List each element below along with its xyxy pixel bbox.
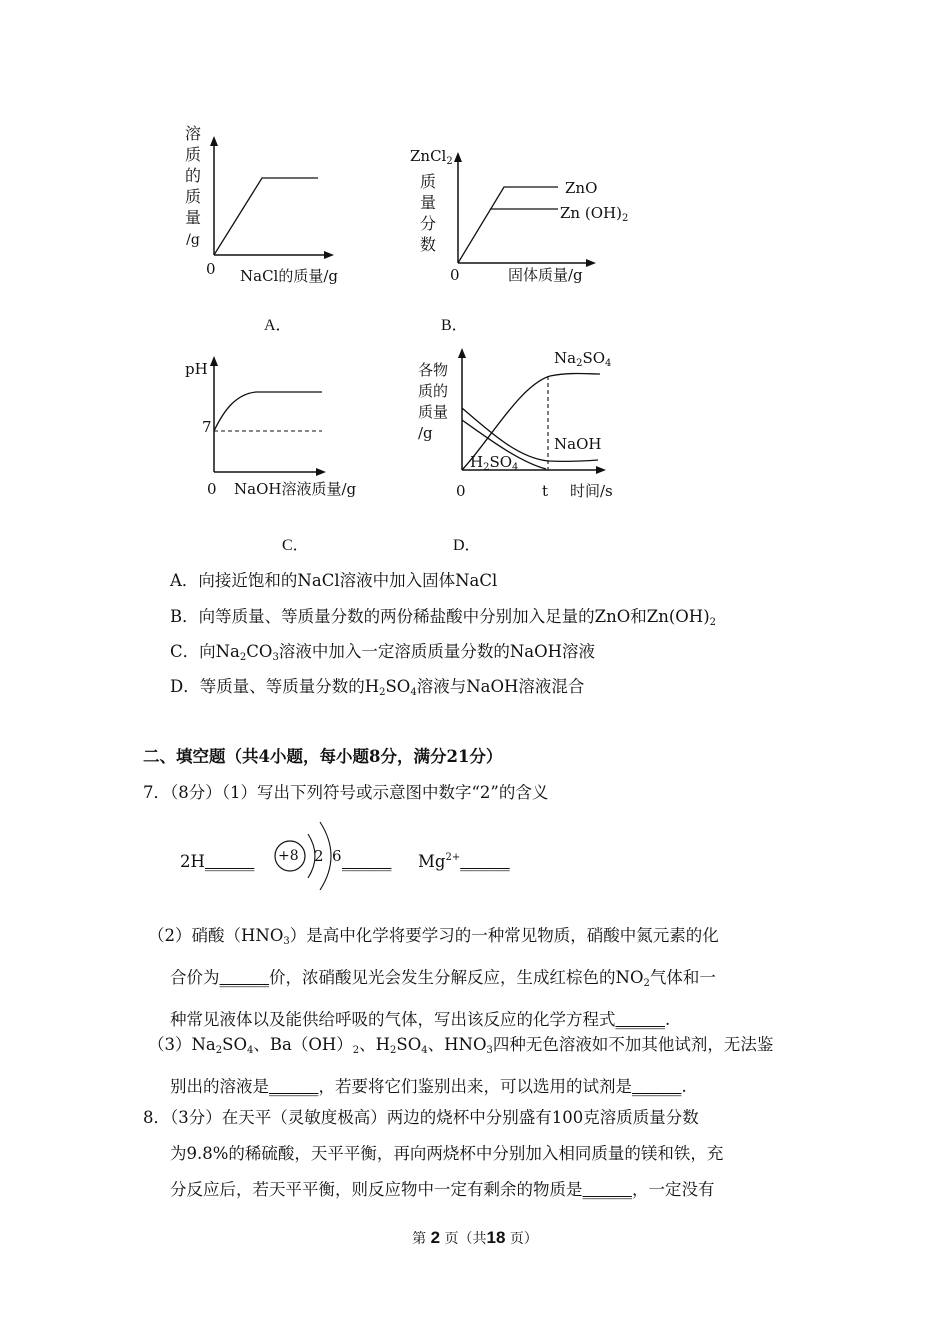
q8: 8．（3分）在天平（灵敏度极高）两边的烧杯中分别盛有100克溶质质量分数 为9.8%的稀硫酸，天平平衡，再向两烧杯中分别加入相同质量的镁和铁，充 分反应后，若天平平衡，则反应物中一定有剩余的物质是______，一定没有 [143, 1108, 724, 1199]
caption-b: B． [441, 317, 468, 334]
graph-b-ytop: ZnCl$_2$ [410, 147, 453, 167]
atom-shell-1: 2 [314, 847, 324, 865]
graph-d [410, 340, 630, 505]
graph-c-ylabel: pH [185, 360, 208, 378]
q7-atom-blank: ______ [342, 852, 392, 871]
graph-c-xlabel: NaOH溶液质量/g [234, 480, 357, 498]
atom-nucleus: +8 [278, 848, 299, 864]
graph-d-tmark: t [542, 482, 549, 500]
q7-header: 7．（8分）（1）写出下列符号或示意图中数字“2”的含义 [143, 783, 549, 802]
graph-a-xlabel: NaCl的质量/g [240, 267, 338, 285]
graph-b-origin: 0 [450, 266, 460, 284]
graph-d-label-na2so4: $Na_2SO_4$ [554, 349, 612, 369]
q7-part2: （2）硝酸$(HNO_3)$是高中化学将要学习的一种常见物质，硝酸中氮元素的化 合价为______价，浓硝酸见光会发生分解反应，生成红棕色的$NO_2$气体和一 种常见液体以及能供给呼吸的气体，写出该反应的化学方程式______. [148, 926, 719, 1029]
atom-shell-2: 6 [332, 847, 342, 865]
graph-c-origin: 0 [207, 480, 217, 498]
graph-d-ylabel: 各物 质的 质量 /g [418, 361, 449, 442]
graph-b-curve-znoh2: Zn $(OH)_2$ [560, 204, 629, 224]
option-c: C．向$Na_2CO_3$溶液中加入一定溶质质量分数的NaOH溶液 [170, 642, 596, 663]
graph-c [180, 350, 370, 505]
graph-d-xlabel: 时间/s [570, 482, 613, 500]
option-a: A．向接近饱和的NaCl溶液中加入固体NaCl [170, 571, 498, 590]
graph-b-curve-zno: ZnO [565, 179, 598, 197]
graph-a: 溶 质 的 质 量 /g 0 NaCl的质量/g [180, 120, 360, 290]
graph-b-xlabel: 固体质量/g [508, 266, 583, 284]
graph-a-origin: 0 [206, 260, 216, 278]
graph-c-mark7: 7 [202, 418, 212, 436]
page-footer: 第 2 页（共18 页） [412, 1228, 538, 1247]
section-title: 二、填空题（共4小题，每小题8分，满分21分） [143, 747, 503, 766]
q7-sym-2h: 2H______ [180, 852, 255, 871]
graph-d-label-naoh: NaOH [554, 435, 602, 453]
caption-c: C． [282, 537, 309, 554]
caption-a: A． [264, 317, 292, 334]
q7-part3: $(3)Na_2SO_4$、$Ba(OH)_2$、$H_2SO_4$、$HNO_3$四种无色溶液如不加其他试剂，无法鉴 别出的溶液是______，若要将它们鉴别出来，可以选用的试剂是______. [148, 1035, 774, 1096]
option-d: D．等质量、等质量分数的$H_2SO_4$溶液与NaOH溶液混合 [170, 677, 585, 698]
q7-sym-mg: $Mg^{2+}\_\_\_\_\_\_$ [418, 852, 510, 871]
option-b: B．向等质量、等质量分数的两份稀盐酸中分别加入足量的ZnO和$Zn(OH)_2$ [170, 607, 717, 628]
caption-d: D． [453, 537, 481, 554]
graph-d-origin: 0 [456, 482, 466, 500]
graph-b: ZnCl$_2$ 质 量 分 数 ZnO Zn $(OH)_2$ 0 固体质量/g [410, 140, 640, 290]
graph-d-label-h2so4: $H_2SO_4$ [470, 453, 519, 473]
